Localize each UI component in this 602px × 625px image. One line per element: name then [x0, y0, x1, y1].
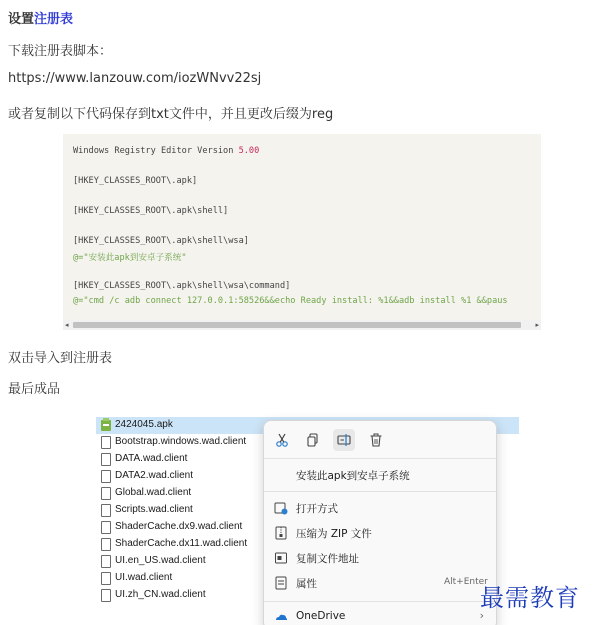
- delete-button[interactable]: [365, 429, 387, 451]
- file-icon: [101, 589, 111, 602]
- copy-button[interactable]: [302, 429, 324, 451]
- menu-item-copy-path[interactable]: [264, 547, 496, 569]
- properties-icon: [274, 576, 288, 590]
- menu-item-label: 复制文件地址: [296, 553, 359, 565]
- scroll-right-arrow-icon[interactable]: ▸: [535, 321, 539, 329]
- file-name: UI.zh_CN.wad.client: [115, 589, 206, 600]
- menu-divider: [264, 458, 496, 459]
- copy-instruction: 或者复制以下代码保存到txt文件中，并且更改后缀为reg: [8, 107, 334, 122]
- code-line: [HKEY_CLASSES_ROOT\.apk]: [73, 176, 198, 186]
- menu-item-label: OneDrive: [296, 610, 346, 622]
- heading-link[interactable]: 注册表: [34, 12, 74, 27]
- trash-icon: [368, 432, 384, 448]
- code-line: [73, 146, 259, 156]
- download-label: 下载注册表脚本：: [8, 44, 113, 59]
- cut-button[interactable]: [271, 429, 293, 451]
- menu-item-properties[interactable]: [264, 572, 496, 594]
- import-instruction: 双击导入到注册表: [8, 351, 113, 366]
- download-url[interactable]: https://www.lanzouw.com/iozWNvv22sj: [8, 71, 262, 86]
- context-toolbar: [264, 421, 496, 459]
- scroll-thumb[interactable]: [73, 322, 521, 328]
- file-name: DATA.wad.client: [115, 453, 188, 464]
- menu-divider: [264, 491, 496, 492]
- copy-icon: [305, 432, 321, 448]
- menu-divider: [264, 601, 496, 602]
- heading-prefix: 设置: [8, 12, 35, 27]
- onedrive-cloud-icon: [274, 610, 288, 624]
- menu-item-label: 打开方式: [296, 503, 338, 515]
- chevron-right-icon: ›: [479, 609, 484, 622]
- menu-item-label: 属性: [296, 578, 317, 590]
- scroll-left-arrow-icon[interactable]: ◂: [65, 321, 69, 329]
- file-icon: [101, 436, 111, 449]
- rename-icon: [336, 432, 352, 448]
- properties-shortcut: Alt+Enter: [444, 577, 488, 587]
- file-name: UI.en_US.wad.client: [115, 555, 206, 566]
- file-icon: [101, 538, 111, 551]
- file-name: ShaderCache.dx9.wad.client: [115, 521, 243, 532]
- open-with-icon: [274, 501, 288, 515]
- code-line: [73, 251, 187, 263]
- code-string: @="安装此apk到安卓子系统": [73, 253, 187, 263]
- file-name: Global.wad.client: [115, 487, 192, 498]
- result-label: 最后成品: [8, 382, 61, 397]
- code-text: Windows Registry Editor Version: [73, 146, 239, 156]
- menu-item-label: 压缩为 ZIP 文件: [296, 528, 372, 540]
- code-line: [HKEY_CLASSES_ROOT\.apk\shell]: [73, 206, 229, 216]
- menu-item-open-with[interactable]: [264, 497, 496, 519]
- file-name: Bootstrap.windows.wad.client: [115, 436, 247, 447]
- zip-icon: [274, 526, 288, 540]
- file-name: Scripts.wad.client: [115, 504, 193, 515]
- file-icon: [101, 470, 111, 483]
- menu-item-install-apk[interactable]: [264, 464, 496, 486]
- file-name: 2424045.apk: [115, 419, 173, 430]
- file-icon: [101, 555, 111, 568]
- menu-item-label: 安装此apk到安卓子系统: [296, 470, 410, 482]
- code-line: [HKEY_CLASSES_ROOT\.apk\shell\wsa\command]: [73, 281, 291, 291]
- watermark: 最需教育: [480, 584, 580, 612]
- code-block: [63, 134, 541, 330]
- horizontal-scrollbar[interactable]: [63, 320, 541, 330]
- file-name: UI.wad.client: [115, 572, 173, 583]
- file-icon: [101, 453, 111, 466]
- copy-path-icon: [274, 551, 288, 565]
- file-icon: [101, 572, 111, 585]
- menu-item-onedrive[interactable]: [264, 606, 496, 625]
- file-name: ShaderCache.dx11.wad.client: [115, 538, 248, 549]
- code-line: [HKEY_CLASSES_ROOT\.apk\shell\wsa]: [73, 236, 249, 246]
- scissors-icon: [274, 432, 290, 448]
- apk-file-icon: [100, 418, 112, 432]
- code-line: [73, 296, 508, 306]
- rename-button[interactable]: [333, 429, 355, 451]
- file-name: DATA2.wad.client: [115, 470, 193, 481]
- menu-item-compress-zip[interactable]: [264, 522, 496, 544]
- code-number: 5.00: [238, 146, 260, 156]
- file-icon: [101, 504, 111, 517]
- section-heading: [8, 8, 73, 27]
- file-icon: [101, 521, 111, 534]
- context-menu: [263, 420, 497, 625]
- code-string: @="cmd /c adb connect 127.0.0.1:58526&&echo Ready install: %1&&adb install %1 &&paus: [73, 296, 508, 306]
- file-icon: [101, 487, 111, 500]
